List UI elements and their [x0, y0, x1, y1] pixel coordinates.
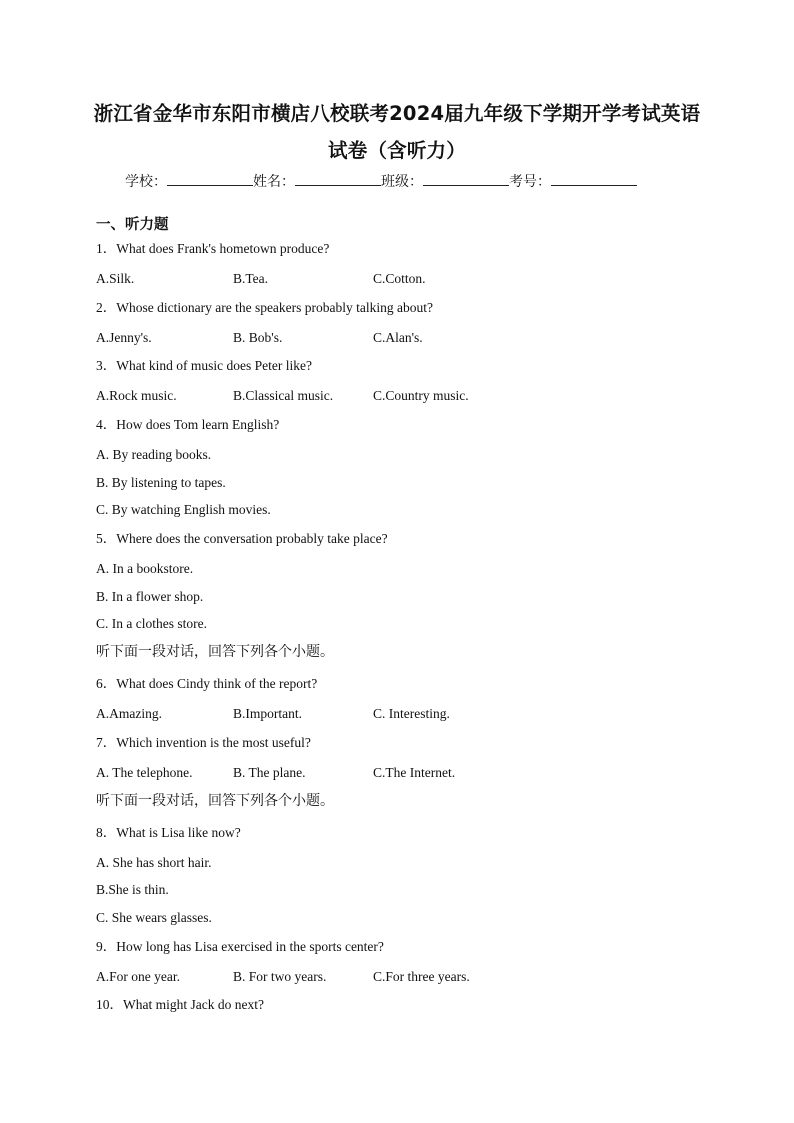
question-8-option-b: B.She is thin.	[96, 882, 169, 897]
question-8-option-c: C. She wears glasses.	[96, 910, 212, 925]
option-b: B.Classical music.	[233, 388, 334, 403]
question-8-option-a: A. She has short hair.	[96, 855, 212, 870]
option-b: B.Important.	[233, 706, 302, 721]
section-title: 一、听力题	[96, 217, 169, 233]
school-blank[interactable]	[167, 170, 253, 186]
exam-title-line-1: 浙江省金华市东阳市横店八校联考2024届九年级下学期开学考试英语	[93, 102, 701, 125]
option-a: A.Silk.	[96, 271, 135, 286]
question-4-option-c: C. By watching English movies.	[96, 502, 271, 517]
question-3: 3．What kind of music does Peter like?	[96, 358, 312, 373]
question-1: 1．What does Frank's hometown produce?	[96, 241, 330, 256]
question-4-option-a: A. By reading books.	[96, 447, 212, 462]
exam-number-label: 考号：	[509, 174, 551, 190]
question-7: 7．Which invention is the most useful?	[96, 735, 311, 750]
class-blank[interactable]	[423, 170, 509, 186]
option-a: A.Rock music.	[96, 388, 177, 403]
option-a: A.Amazing.	[96, 706, 162, 721]
question-2-options	[96, 328, 696, 348]
question-2: 2．Whose dictionary are the speakers probably talking about?	[96, 300, 434, 315]
name-label: 姓名：	[253, 174, 295, 190]
question-5-option-b: B. In a flower shop.	[96, 589, 204, 604]
question-10: 10．What might Jack do next?	[96, 997, 264, 1012]
option-a: A. The telephone.	[96, 765, 193, 780]
question-9: 9．How long has Lisa exercised in the sports center?	[96, 939, 384, 954]
question-7-options	[96, 763, 696, 783]
question-3-options	[96, 386, 696, 406]
option-c: C.The Internet.	[373, 765, 456, 780]
option-c: C.Country music.	[373, 388, 469, 403]
exam-number-blank[interactable]	[551, 170, 637, 186]
option-a: A.Jenny's.	[96, 330, 152, 345]
class-label: 班级：	[381, 174, 423, 190]
question-5-option-a: A. In a bookstore.	[96, 561, 194, 576]
student-info-row	[125, 170, 637, 190]
option-a: A.For one year.	[96, 969, 180, 984]
option-c: C.Alan's.	[373, 330, 423, 345]
question-5: 5．Where does the conversation probably take place?	[96, 531, 388, 546]
question-8: 8．What is Lisa like now?	[96, 825, 241, 840]
option-b: B. Bob's.	[233, 330, 283, 345]
question-4: 4．How does Tom learn English?	[96, 417, 280, 432]
option-c: C.For three years.	[373, 969, 470, 984]
question-1-options	[96, 269, 696, 289]
option-c: C. Interesting.	[373, 706, 450, 721]
question-5-option-c: C. In a clothes store.	[96, 616, 207, 631]
question-9-options	[96, 967, 696, 987]
option-b: B. The plane.	[233, 765, 306, 780]
option-b: B. For two years.	[233, 969, 327, 984]
exam-title-line-2: 试卷（含听力）	[328, 139, 466, 162]
option-c: C.Cotton.	[373, 271, 426, 286]
question-6: 6．What does Cindy think of the report?	[96, 676, 318, 691]
name-blank[interactable]	[295, 170, 381, 186]
question-6-options	[96, 704, 696, 724]
school-label: 学校：	[125, 174, 167, 190]
question-4-option-b: B. By listening to tapes.	[96, 475, 226, 490]
option-b: B.Tea.	[233, 271, 269, 286]
listening-instruction: 听下面一段对话，回答下列各个小题。	[96, 793, 334, 809]
listening-instruction: 听下面一段对话，回答下列各个小题。	[96, 644, 334, 660]
